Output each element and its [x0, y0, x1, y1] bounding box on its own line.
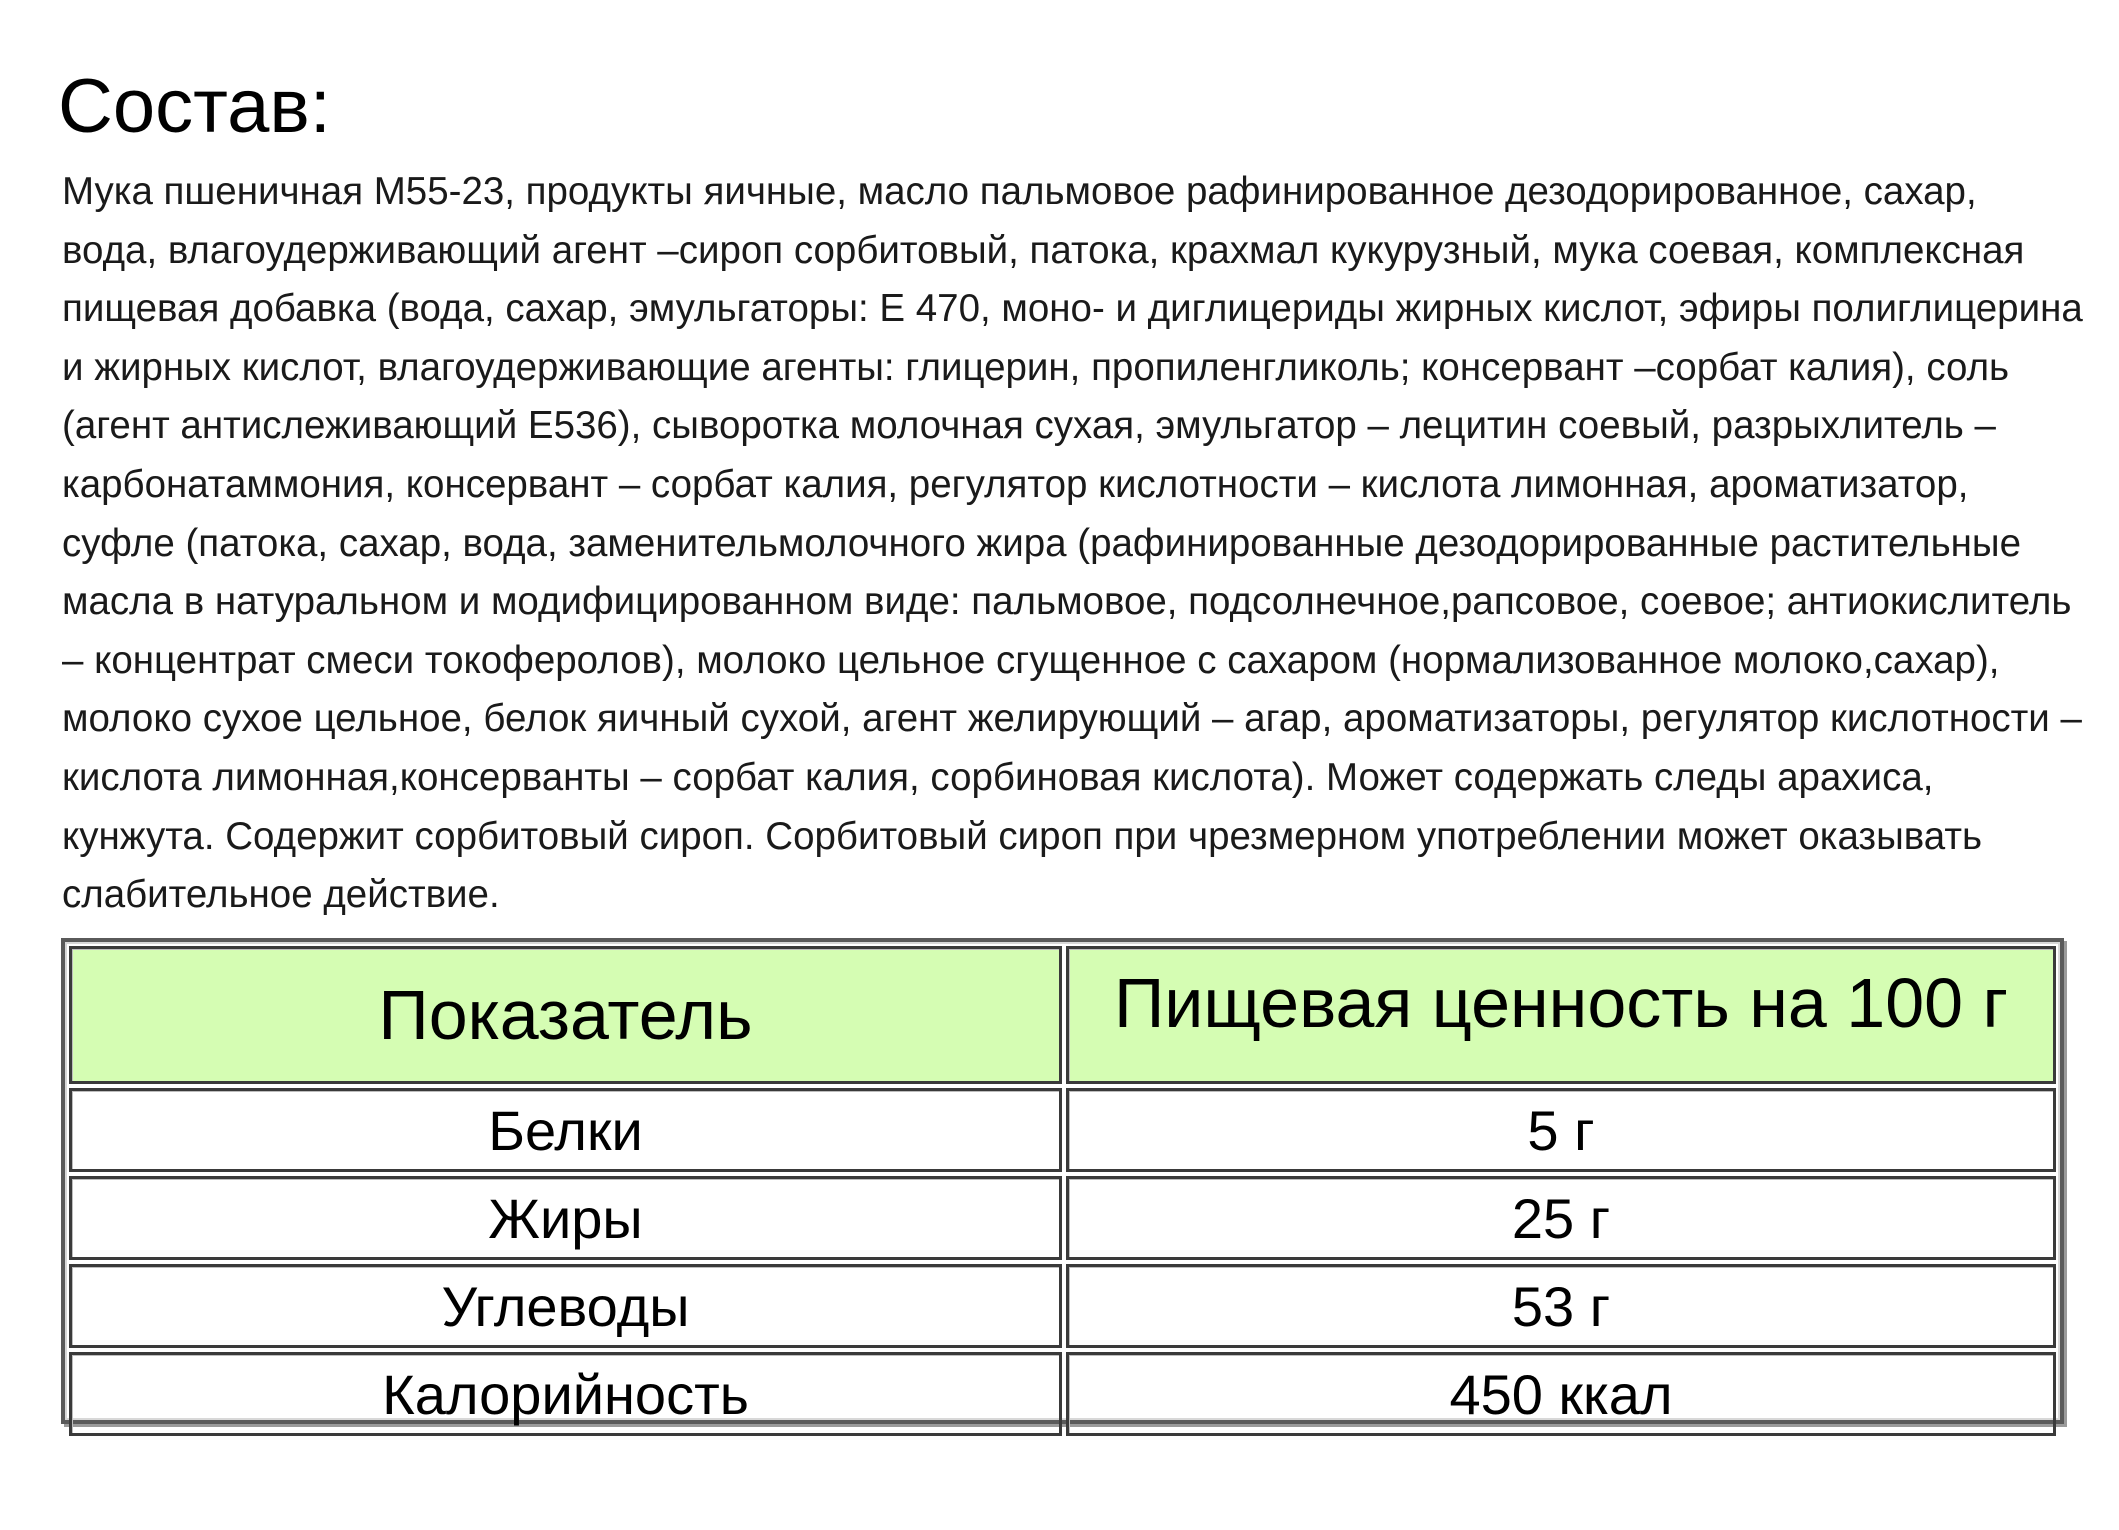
- ingredients-line: вода, влагоудерживающий агент –сироп сорбитовый, патока, крахмал кукурузный, мука соевая, комплексная: [62, 228, 2025, 272]
- nutrition-table: [65, 942, 2060, 1440]
- table-row: [69, 1352, 2056, 1436]
- row-value: 5 г: [1066, 1088, 2056, 1172]
- ingredients-line: (агент антислеживающий Е536), сыворотка молочная сухая, эмульгатор – лецитин соевый, разрыхлитель –: [62, 404, 1996, 448]
- nutrition-table-frame: [61, 938, 2064, 1424]
- page-title: Состав:: [58, 64, 331, 149]
- table-header-row: [69, 946, 2056, 1084]
- header-indicator: Показатель: [69, 946, 1062, 1084]
- table-row: [69, 1088, 2056, 1172]
- ingredients-line: – концентрат смеси токоферолов), молоко цельное сгущенное с сахаром (нормализованное молоко,сахар),: [62, 638, 2000, 682]
- table-row: [69, 1176, 2056, 1260]
- row-name: Белки: [69, 1088, 1062, 1172]
- row-value: 53 г: [1066, 1264, 2056, 1348]
- row-name: Жиры: [69, 1176, 1062, 1260]
- table-row: [69, 1264, 2056, 1348]
- ingredients-line: Мука пшеничная М55-23, продукты яичные, масло пальмовое рафинированное дезодорированное, сахар,: [62, 170, 1977, 213]
- ingredients-text: [62, 163, 2119, 925]
- ingredients-line: молоко сухое цельное, белок яичный сухой, агент желирующий – агар, ароматизаторы, регулятор кислотности –: [62, 697, 2082, 741]
- ingredients-line: пищевая добавка (вода, сахар, эмульгаторы: Е 470, моно- и диглицериды жирных кислот, эфиры полиглицерина: [62, 287, 2083, 331]
- header-nutrition-value: Пищевая ценность на 100 г: [1066, 946, 2056, 1084]
- ingredients-line: кунжута. Содержит сорбитовый сироп. Сорбитовый сироп при чрезмерном употреблении может оказывать: [62, 814, 1983, 858]
- row-value: 450 ккал: [1066, 1352, 2056, 1436]
- ingredients-line: суфле (патока, сахар, вода, заменительмолочного жира (рафинированные дезодорированные растительные: [62, 521, 2021, 565]
- ingredients-line: карбонатаммония, консервант – сорбат калия, регулятор кислотности – кислота лимонная, ароматизатор,: [62, 462, 1969, 506]
- row-name: Калорийность: [69, 1352, 1062, 1436]
- row-name: Углеводы: [69, 1264, 1062, 1348]
- row-value: 25 г: [1066, 1176, 2056, 1260]
- ingredients-line: кислота лимонная,консерванты – сорбат калия, сорбиновая кислота). Может содержать следы арахиса,: [62, 755, 1934, 799]
- ingredients-line: масла в натуральном и модифицированном виде: пальмовое, подсолнечное,рапсовое, соевое; антиокислитель: [62, 580, 2072, 624]
- ingredients-line: и жирных кислот, влагоудерживающие агенты: глицерин, пропиленгликоль; консервант –сорбат калия), соль: [62, 345, 2010, 389]
- ingredients-line: слабительное действие.: [62, 873, 500, 917]
